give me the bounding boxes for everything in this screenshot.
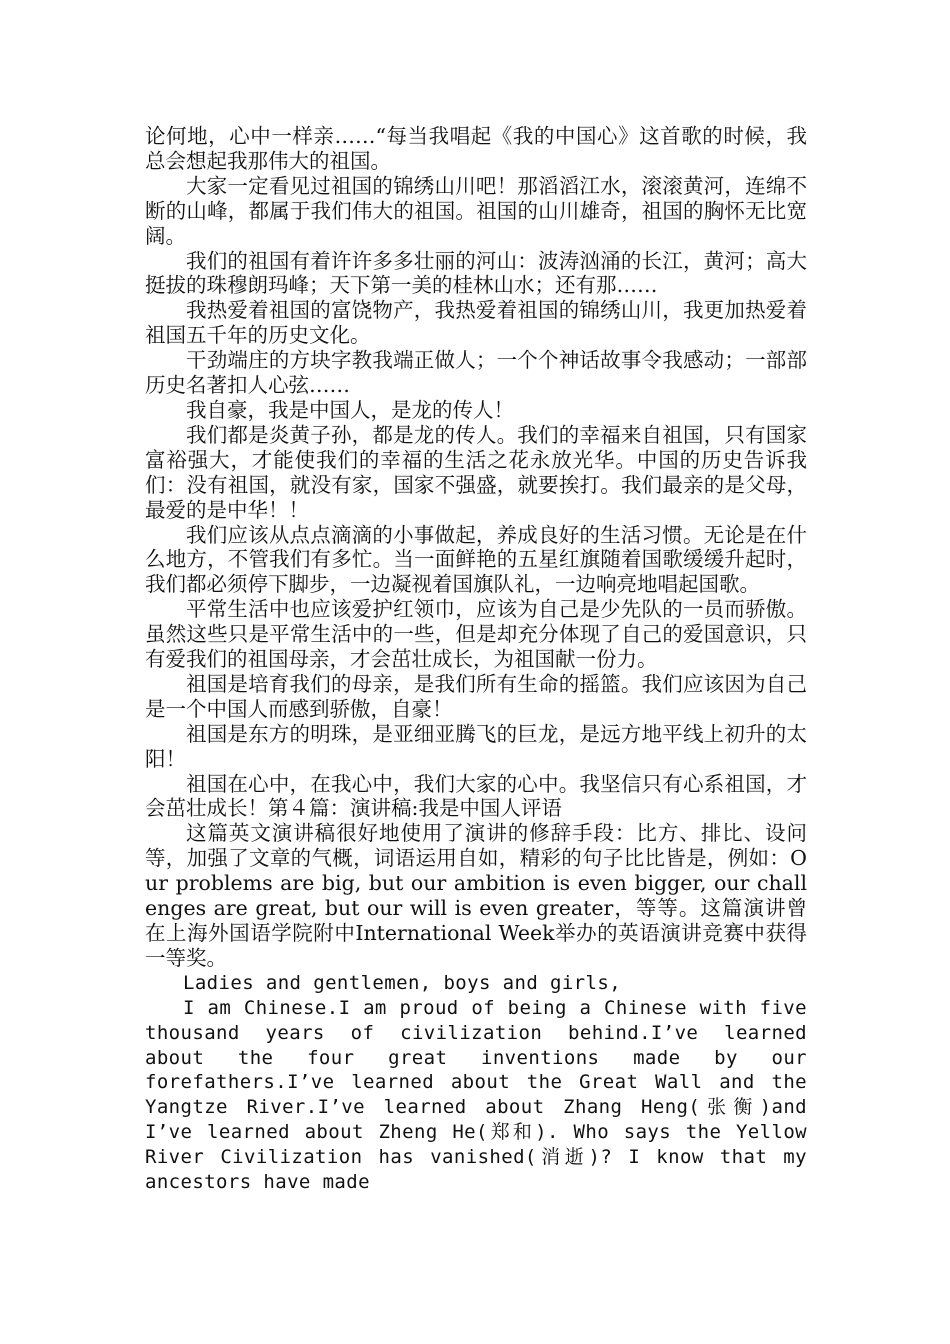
paragraph: 祖国是培育我们的母亲，是我们所有生命的摇篮。我们应该因为自己是一个中国人而感到骄傲，自豪！	[145, 671, 807, 721]
paragraph: 我热爱着祖国的富饶物产，我热爱着祖国的锦绣山川，我更加热爱着祖国五千年的历史文化。	[145, 298, 807, 348]
paragraph: 我们都是炎黄子孙，都是龙的传人。我们的幸福来自祖国，只有国家富裕强大，才能使我们的幸福的生活之花永放光华。中国的历史告诉我们：没有祖国，就没有家，国家不强盛，就要挨打。我们最亲的是父母，最爱的是中华！！	[145, 422, 807, 522]
paragraph: 这篇英文演讲稿很好地使用了演讲的修辞手段：比方、排比、设问等，加强了文章的气概，词语运用自如，精彩的句子比比皆是，例如：Our problems are big, but our ambition is even bigger, our challenges are great, but our will is even greater，等等。这篇演讲曾在上海外国语学院附中International Week举办的英语演讲竞赛中获得一等奖。	[145, 821, 807, 970]
document-body	[145, 124, 807, 1195]
paragraph: 祖国在心中，在我心中，我们大家的心中。我坚信只有心系祖国，才会茁壮成长！第４篇：演讲稿:我是中国人评语	[145, 771, 807, 821]
paragraph: 我们的祖国有着许许多多壮丽的河山：波涛汹涌的长江，黄河；高大挺拔的珠穆朗玛峰；天下第一美的桂林山水；还有那……	[145, 248, 807, 298]
paragraph: 我们应该从点点滴滴的小事做起，养成良好的生活习惯。无论是在什么地方，不管我们有多忙。当一面鲜艳的五星红旗随着国歌缓缓升起时，我们都必须停下脚步，一边凝视着国旗队礼，一边响亮地唱起国歌。	[145, 522, 807, 597]
paragraph-english-body: I am Chinese.I am proud of being a Chinese with five thousand years of civilization behind.I’ve learned about the four great inventions made by our forefathers.I’ve learned about the Great Wall and the Yangtze River.I’ve learned about Zhang Heng(张衡)and I’ve learned about Zheng He(郑和). Who says the Yellow River Civilization has vanished(消逝)? I know that my ancestors have made	[145, 996, 807, 1194]
paragraph: 祖国是东方的明珠，是亚细亚腾飞的巨龙，是远方地平线上初升的太阳！	[145, 721, 807, 771]
paragraph: 干劲端庄的方块字教我端正做人；一个个神话故事令我感动；一部部历史名著扣人心弦……	[145, 348, 807, 398]
paragraph: 我自豪，我是中国人，是龙的传人！	[186, 397, 514, 422]
paragraph: 论何地，心中一样亲……“每当我唱起《我的中国心》这首歌的时候，我总会想起我那伟大的祖国。	[145, 124, 807, 173]
paragraph: 大家一定看见过祖国的锦绣山川吧！那滔滔江水，滚滚黄河，连绵不断的山峰，都属于我们伟大的祖国。祖国的山川雄奇，祖国的胸怀无比宽阔。	[145, 173, 807, 248]
paragraph: 平常生活中也应该爱护红领巾，应该为自己是少先队的一员而骄傲。虽然这些只是平常生活中的一些，但是却充分体现了自己的爱国意识，只有爱我们的祖国母亲，才会茁壮成长，为祖国献一份力。	[145, 597, 807, 672]
paragraph-english-greeting: Ladies and gentlemen, boys and girls,	[183, 971, 622, 994]
